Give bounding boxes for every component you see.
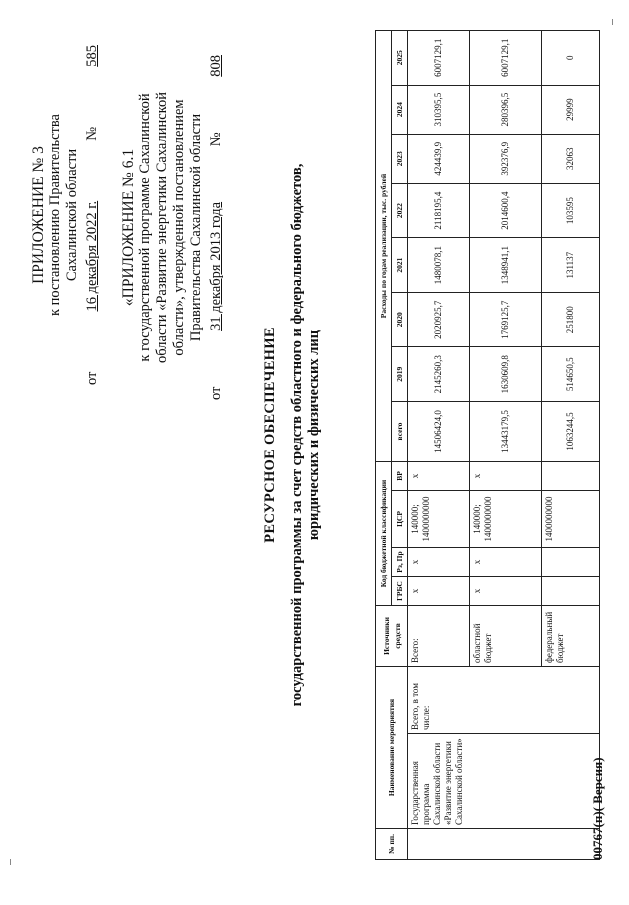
program-appendix-line: к государственной программе Сахалинской — [137, 93, 153, 362]
col-year-header: 2019 — [392, 347, 408, 402]
appendix-block — [30, 45, 101, 385]
total-cell: 14506424,0 — [408, 402, 470, 462]
value-cell: 6007129,1 — [470, 31, 542, 86]
value-cell: 1630609,8 — [470, 347, 542, 402]
activity-sub-cell: Всего, в том числе: — [408, 667, 600, 734]
appendix-signature — [84, 45, 101, 385]
value-cell: 2020925,7 — [408, 292, 470, 347]
program-appendix-number: 808 — [208, 55, 224, 77]
value-cell: 310395,5 — [408, 85, 470, 134]
value-cell: 392376,9 — [470, 134, 542, 183]
vr-cell — [542, 462, 600, 491]
value-cell: 131137 — [542, 238, 600, 293]
document-subtitle: юридических и физических лиц — [306, 329, 322, 541]
col-activity-header: Наименование мероприятия — [376, 667, 408, 829]
document-title: РЕСУРСНОЕ ОБЕСПЕЧЕНИЕ — [262, 327, 278, 543]
total-cell: 13443179,5 — [470, 402, 542, 462]
value-cell: 514650,5 — [542, 347, 600, 402]
program-appendix-date: 31 декабря 2013 года — [208, 201, 224, 331]
col-rzpr-header: Рз, Пр — [392, 548, 408, 577]
rzpr-cell — [542, 548, 600, 577]
vr-cell: х — [408, 462, 470, 491]
source-cell: Всего: — [408, 606, 470, 667]
col-grbs-header: ГРБС — [392, 577, 408, 606]
value-cell: 280396,5 — [470, 85, 542, 134]
appendix-number: 585 — [84, 45, 100, 67]
csr-cell: 1400000000 — [542, 491, 600, 548]
grbs-cell — [542, 577, 600, 606]
source-cell: областной бюджет — [470, 606, 542, 667]
value-cell: 2118195,4 — [408, 183, 470, 238]
scan-mark — [10, 859, 11, 865]
number-label: № — [84, 126, 100, 141]
appendix-line: к постановлению Правительства — [47, 114, 63, 316]
csr-cell: 140000; 1400000000 — [408, 491, 470, 548]
vr-cell: х — [470, 462, 542, 491]
csr-cell: 140000; 1400000000 — [470, 491, 542, 548]
from-label: от — [84, 371, 100, 385]
program-appendix-line: области «Развитие энергетики Сахалинской — [154, 92, 170, 363]
source-cell: федеральный бюджет — [542, 606, 600, 667]
appendix-title: ПРИЛОЖЕНИЕ № 3 — [30, 146, 47, 284]
row-num-cell — [408, 829, 600, 860]
col-year-header: 2021 — [392, 238, 408, 293]
table-header-row — [376, 31, 392, 860]
value-cell: 32063 — [542, 134, 600, 183]
program-appendix-block — [120, 55, 225, 400]
number-label: № — [208, 132, 224, 147]
value-cell: 424439,9 — [408, 134, 470, 183]
value-cell: 1480078,1 — [408, 238, 470, 293]
appendix-line: Сахалинской области — [64, 148, 80, 282]
from-label: от — [208, 386, 224, 400]
col-num-header: № пп. — [376, 829, 408, 860]
col-vr-header: ВР — [392, 462, 408, 491]
appendix-date: 16 декабря 2022 г. — [84, 200, 100, 312]
scan-mark — [612, 19, 613, 25]
col-year-header: 2022 — [392, 183, 408, 238]
program-appendix-signature — [208, 55, 225, 400]
program-appendix-line: области», утвержденной постановлением — [171, 99, 187, 356]
value-cell: 2145260,3 — [408, 347, 470, 402]
total-cell: 1063244,5 — [542, 402, 600, 462]
col-expenses-header: Расходы по годам реализации, тыс. рублей — [376, 31, 392, 462]
value-cell: 1769125,7 — [470, 292, 542, 347]
program-appendix-title: «ПРИЛОЖЕНИЕ № 6.1 — [120, 148, 137, 307]
col-budget-code-header: Код бюджетной классификации — [376, 462, 392, 606]
document-title-block — [262, 115, 323, 755]
value-cell: 0 — [542, 31, 600, 86]
value-cell: 1348941,1 — [470, 238, 542, 293]
table-row — [408, 31, 470, 860]
col-year-header: 2023 — [392, 134, 408, 183]
rzpr-cell: х — [470, 548, 542, 577]
col-csr-header: ЦСР — [392, 491, 408, 548]
value-cell: 2014600,4 — [470, 183, 542, 238]
col-year-header: 2024 — [392, 85, 408, 134]
grbs-cell: х — [408, 577, 470, 606]
value-cell: 103595 — [542, 183, 600, 238]
activity-name-cell: Государственная программа Сахалинской области «Развитие энергетики Сахалинской области» — [408, 734, 600, 829]
value-cell: 29999 — [542, 85, 600, 134]
col-total-header: всего — [392, 402, 408, 462]
grbs-cell: х — [470, 577, 542, 606]
document-footer: 00767(п)( Версия) — [590, 757, 605, 860]
resource-table — [375, 30, 600, 860]
value-cell: 6007129,1 — [408, 31, 470, 86]
document-subtitle: государственной программы за счет средств областного и федерального бюджетов, — [289, 163, 305, 707]
col-year-header: 2020 — [392, 292, 408, 347]
col-year-header: 2025 — [392, 31, 408, 86]
program-appendix-line: Правительства Сахалинской области — [188, 113, 204, 342]
col-source-header: Источники средств — [376, 606, 408, 667]
rzpr-cell: х — [408, 548, 470, 577]
value-cell: 251800 — [542, 292, 600, 347]
